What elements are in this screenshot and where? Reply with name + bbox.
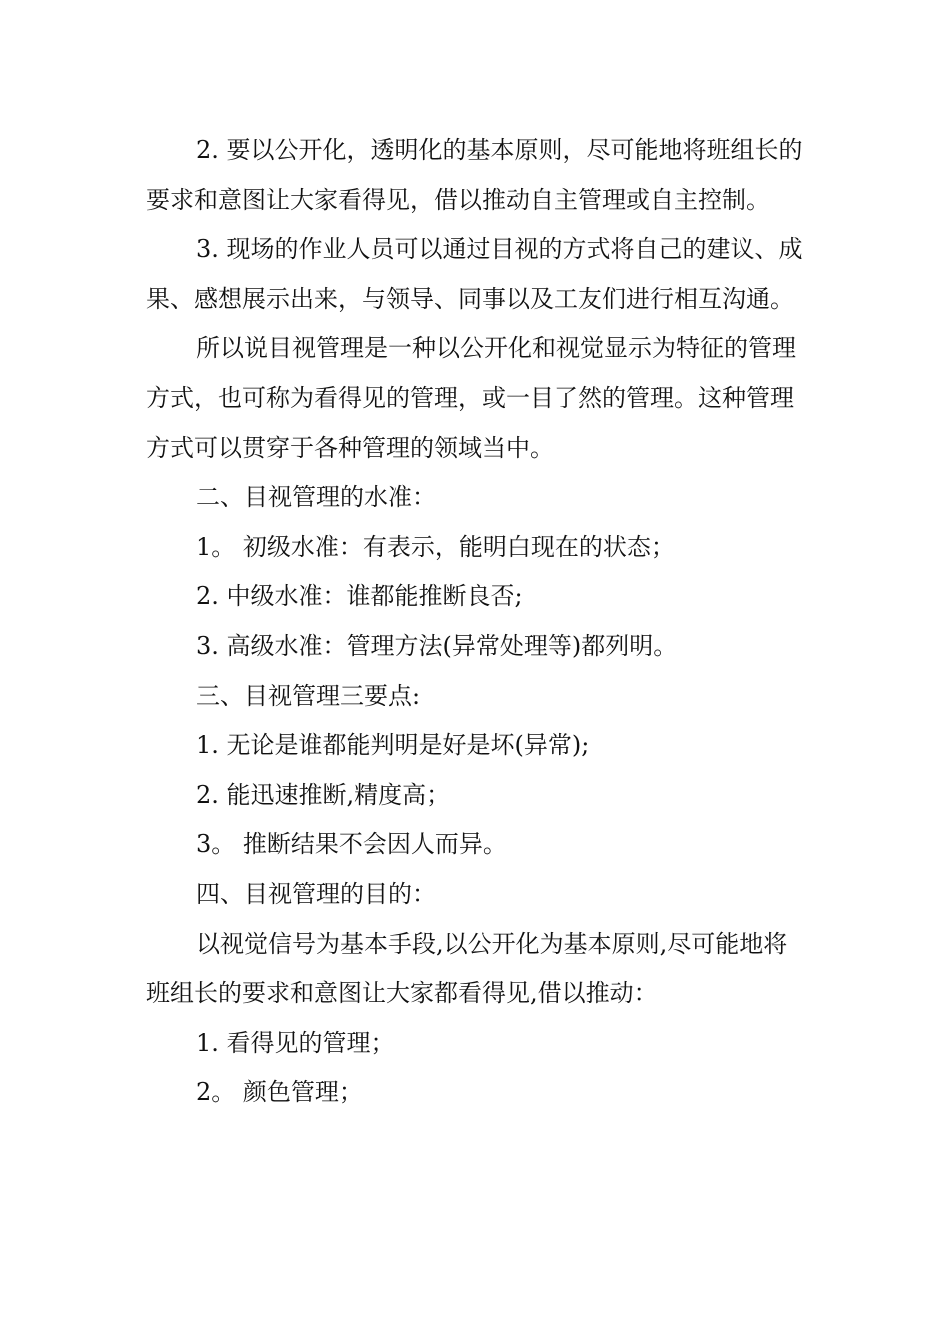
list-item-point-3: 3。 推断结果不会因人而异。 [196, 830, 507, 859]
list-item-purpose-2: 2。 颜色管理； [196, 1078, 363, 1107]
list-item-purpose-1: 1. 看得见的管理； [196, 1028, 395, 1057]
paragraph-purpose-description: 以视觉信号为基本手段,以公开化为基本原则,尽可能地将班组长的要求和意图让大家都看得见,借以推动： [146, 929, 788, 1008]
list-item-basic-standard: 1。 初级水准：有表示，能明白现在的状态； [196, 532, 675, 561]
list-item-intermediate-standard: 2. 中级水准：谁都能推断良否; [196, 582, 523, 611]
paragraph-visual-management-definition: 所以说目视管理是一种以公开化和视觉显示为特征的管理方式，也可称为看得见的管理，或一目了然的管理。这种管理方式可以贯穿于各种管理的领域当中。 [146, 334, 796, 462]
heading-purpose: 四、目视管理的目的： [196, 879, 436, 908]
list-item-advanced-standard: 3. 高级水准：管理方法(异常处理等)都列明。 [196, 631, 678, 660]
heading-standards: 二、目视管理的水准： [196, 483, 436, 512]
document-body [146, 126, 806, 1118]
list-item-point-2: 2. 能迅速推断,精度高； [196, 780, 451, 809]
paragraph-worker-communication: 3. 现场的作业人员可以通过目视的方式将自己的建议、成果、感想展示出来，与领导、同事以及工友们进行相互沟通。 [146, 235, 803, 313]
list-item-point-1: 1. 无论是谁都能判明是好是坏(异常); [196, 731, 590, 760]
heading-three-points: 三、目视管理三要点: [196, 681, 421, 710]
paragraph-principle-transparency: 2. 要以公开化，透明化的基本原则，尽可能地将班组长的要求和意图让大家看得见，借以推动自主管理或自主控制。 [146, 136, 803, 214]
